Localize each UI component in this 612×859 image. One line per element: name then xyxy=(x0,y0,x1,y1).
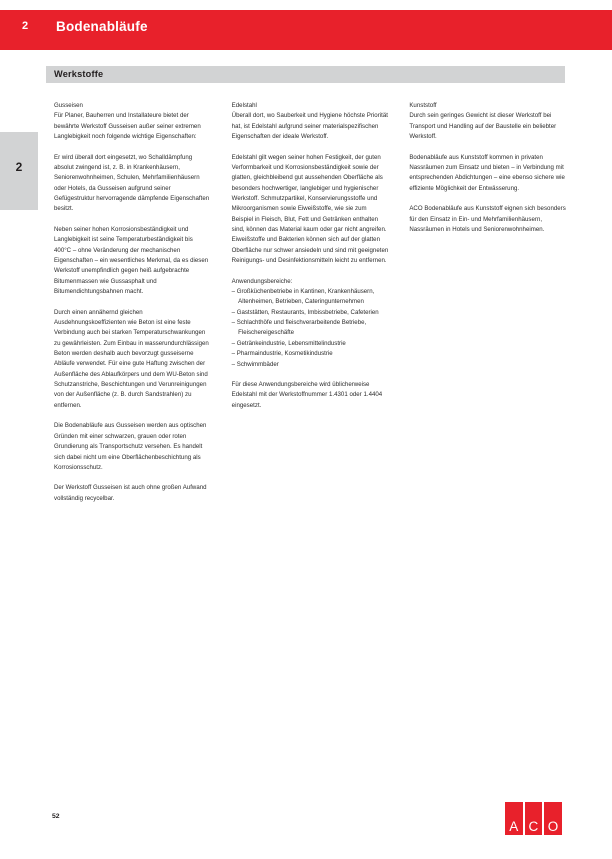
column-gusseisen xyxy=(54,101,211,514)
chapter-tab xyxy=(0,132,38,210)
paragraph: Für diese Anwendungsbereiche wird üblicherweise Edelstahl mit der Werkstoffnummer 1.4301 oder 1.4404 eingesetzt. xyxy=(231,381,383,409)
column-edelstahl xyxy=(232,101,389,514)
application-areas-intro: Anwendungsbereiche: xyxy=(231,277,293,285)
paragraph: ACO Bodenabläufe aus Kunststoff eignen sich besonders für den Einsatz in Ein- und Mehrfamilienhäusern, Nassräumen in Hotels und Seniorenwohnheimen. xyxy=(409,205,566,234)
paragraph: Für Planer, Bauherren und Installateure bietet der bewährte Werkstoff Gusseisen außer seiner extremen Langlebigkeit noch folgende wichtige Eigenschaften: xyxy=(54,112,201,141)
paragraph: Neben seiner hohen Korrosionsbeständigkeit und Langlebigkeit ist seine Temperaturbeständigkeit bis 400°C – ohne Veränderung der mechanischen Eigenschaften – ein wesentliches Merkmal, da es diesen Werkstoff unempfindlich gegen heiß aufgebrachte Bitumenmassen wie Gussasphalt und Bitumendichtungsbahnen macht. xyxy=(54,226,209,296)
aco-logo xyxy=(505,802,562,835)
list-item: – Pharmaindustrie, Kosmetikindustrie xyxy=(231,350,333,358)
column-heading-edelstahl: Edelstahl xyxy=(231,102,257,109)
page-title: Bodenabläufe xyxy=(56,19,148,34)
section-heading-band xyxy=(46,66,565,83)
column-kunststoff xyxy=(409,101,566,514)
section-heading-label: Werkstoffe xyxy=(54,69,104,79)
list-item: – Großküchenbetriebe in Kantinen, Krankenhäusern, Altenheimen, Betrieben, Cateringunternehmen xyxy=(231,288,375,306)
aco-logo-bar-o xyxy=(544,802,562,835)
aco-logo-letter-c: C xyxy=(528,818,539,834)
content-columns xyxy=(54,101,566,514)
column-heading-gusseisen: Gusseisen xyxy=(54,102,83,109)
paragraph: Überall dort, wo Sauberkeit und Hygiene höchste Priorität hat, ist Edelstahl aufgrund seiner materialspezifischen Eigenschaften der ideale Werkstoff. xyxy=(231,112,388,141)
page-number: 52 xyxy=(52,813,60,820)
paragraph: Die Bodenabläufe aus Gusseisen werden aus optischen Gründen mit einer schwarzen, grauen oder roten Grundierung als Transportschutz versehen. Es handelt sich dabei nicht um eine Oberflächenbeschichtung als Korrosionsschutz. xyxy=(54,422,207,471)
paragraph: Edelstahl gilt wegen seiner hohen Festigkeit, der guten Verformbarkeit und Korrosionsbeständigkeit sowie der glatten, gleichbleibend gut aussehenden Oberfläche als besonders hochwertiger, langlebiger und hygienischer Werkstoff. Schmutzpartikel, Konservierungsstoffe und Mikroorganismen sowie Eiweißstoffe, wie sie zum Beispiel in Fleisch, Blut, Fett und Getränken enthalten sind, können das Material kaum oder gar nicht angreifen. Eiweißstoffe und Bakterien können sich auf der glatten Oberfläche nur schwer ansiedeln und sind mit geeigneten Reinigungs- und Desinfektionsmitteln leicht zu entfernen. xyxy=(231,153,389,265)
application-areas-list xyxy=(232,287,389,370)
paragraph: Der Werkstoff Gusseisen ist auch ohne großen Aufwand vollständig recycelbar. xyxy=(54,484,207,502)
paragraph: Durch einen annähernd gleichen Ausdehnungskoeffizienten wie Beton ist eine feste Verbindung auch bei starken Temperaturschwankungen zu gewährleisten. Zum Einbau in wasserundurchlässigen Beton werden deshalb auch bevorzugt gusseiserne Abläufe verwendet. Für eine gute Haftung zwischen der Außenfläche des Ablaufkörpers und dem WU-Beton sind Schutzanstriche, Beschichtungen und Verunreinigungen von der Außenfläche (z. B. durch Sandstrahlen) zu entfernen. xyxy=(54,308,209,409)
list-item: – Schlachthöfe und fleischverarbeitende Betriebe, Fleischereigeschäfte xyxy=(231,319,367,337)
chapter-tab-label: 2 xyxy=(15,160,23,174)
aco-logo-bar-a xyxy=(505,802,523,835)
header-chapter-number: 2 xyxy=(22,20,29,32)
list-item: – Gaststätten, Restaurants, Imbissbetriebe, Cafeterien xyxy=(231,308,379,316)
list-item: – Schwimmbäder xyxy=(231,360,279,368)
paragraph: Bodenabläufe aus Kunststoff kommen in privaten Nassräumen zum Einsatz und bieten – in Verbindung mit entsprechenden Abdichtungen – eine ebenso sichere wie effiziente Möglichkeit der Entwässerung. xyxy=(409,153,565,192)
aco-logo-letter-o: O xyxy=(547,818,559,834)
aco-logo-letter-a: A xyxy=(509,818,519,834)
column-heading-kunststoff: Kunststoff xyxy=(409,102,437,109)
list-item: – Getränkeindustrie, Lebensmittelindustrie xyxy=(231,339,346,347)
paragraph: Durch sein geringes Gewicht ist dieser Werkstoff bei Transport und Handling auf der Baustelle ein beliebter Werkstoff. xyxy=(409,112,557,141)
aco-logo-bar-c xyxy=(525,802,543,835)
paragraph: Er wird überall dort eingesetzt, wo Schalldämpfung absolut zwingend ist, z. B. in Krankenhäusern, Seniorenwohnheimen, Schulen, Mehrfamilienhäusern oder Hotels, da Gusseisen aufgrund seiner Gefügestruktur hervorragende dämpfende Eigenschaften besitzt. xyxy=(54,153,210,213)
